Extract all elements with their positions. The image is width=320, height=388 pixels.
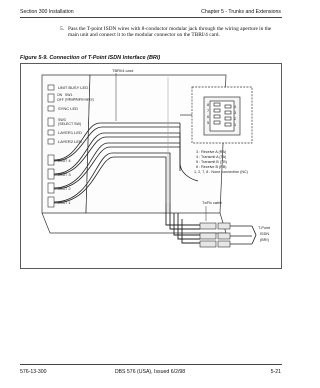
pin-note-3: 3 : Receive A (RA) xyxy=(196,150,227,154)
unit1-label: UNIT 1 xyxy=(58,200,71,205)
sw1-label: SW1 xyxy=(65,93,73,97)
unit4-jack xyxy=(48,155,54,165)
unit3-label: UNIT 3 xyxy=(58,172,71,177)
step-number: 5. xyxy=(60,26,65,32)
card-label: TBRI/4 card xyxy=(112,68,134,73)
unit-busy-label: UNIT BUSY LED xyxy=(58,85,89,90)
unit-busy-led xyxy=(48,85,54,90)
jack-pin-2: 2 xyxy=(234,117,237,121)
sync-led xyxy=(48,106,54,111)
isdn-lines xyxy=(230,226,256,244)
jack-pin-5: 5 xyxy=(207,121,210,125)
unit4-label: UNIT 4 xyxy=(58,158,71,163)
layer1-led-label: LAYER1 LED xyxy=(58,130,82,135)
pin-note-4: 4 : Transmit A (TA) xyxy=(196,155,227,159)
jack-pin-1: 1 xyxy=(234,123,237,127)
isdn-label-line1: T-Point xyxy=(258,226,271,230)
figure-caption: Figure 5-9. Connection of T-Point ISDN Interface (BRI) xyxy=(20,55,161,61)
sw3-label: SW3 xyxy=(58,118,66,122)
sw1-desc-label: (Initial/Maintenance) xyxy=(65,97,94,102)
footer-rule xyxy=(20,364,282,365)
layer1-led xyxy=(48,130,54,135)
instruction-step xyxy=(60,26,273,39)
sw3-switch xyxy=(48,118,54,126)
footer-page-number: 5-21 xyxy=(270,369,281,375)
unit2-jack xyxy=(48,183,54,193)
header-rule xyxy=(20,17,282,18)
running-header-section: Section 300 Installation xyxy=(20,9,74,15)
unit2-label: UNIT 2 xyxy=(58,186,71,191)
txrx-cable-label: Tx/Rx cable xyxy=(202,201,223,205)
sw1-switch xyxy=(48,94,54,102)
layer2-led xyxy=(48,139,54,144)
bri-connection-diagram xyxy=(20,63,282,269)
footer-document-number: 576-13-300 xyxy=(20,369,47,375)
layer2-led-label: LAYER2 LED xyxy=(58,139,82,144)
jack-pin-6: 6 xyxy=(207,115,210,119)
sw3-desc-label: (SELECT SW) xyxy=(58,122,82,126)
sync-led-label: SYNC LED xyxy=(58,106,79,111)
isdn-label-line2: ISDN xyxy=(260,232,270,236)
jack-pin-3: 3 xyxy=(234,111,237,115)
footer-issue-info: DBS 576 (USA), Issued 6/2/98 xyxy=(114,369,186,375)
jack-pin-7: 7 xyxy=(207,109,210,113)
switch-on-label: ON xyxy=(57,93,63,97)
isdn-label-line3: (BRI) xyxy=(260,238,269,242)
jack-pin-4: 4 xyxy=(234,105,237,109)
pin-note-nc: 1, 2, 7, 8 : None connection (NC) xyxy=(194,170,248,174)
step-text: Pass the T-point ISDN wires with 8-conductor modular jack through the wiring aperture in the main unit and connect it to the modular connector on the TBRI/4 card. xyxy=(68,26,272,39)
unit1-jack xyxy=(48,197,54,207)
pin-note-5: 5 : Transmit B (TB) xyxy=(196,160,227,164)
switch-off-label: OFF xyxy=(57,98,64,102)
running-header-chapter: Chapter 5 - Trunks and Extensions xyxy=(201,9,281,15)
cable-connectors xyxy=(200,223,230,247)
jack-pin-8: 8 xyxy=(207,103,210,107)
unit3-jack xyxy=(48,169,54,179)
pin-note-6: 6 : Receive B (RB) xyxy=(196,165,227,169)
